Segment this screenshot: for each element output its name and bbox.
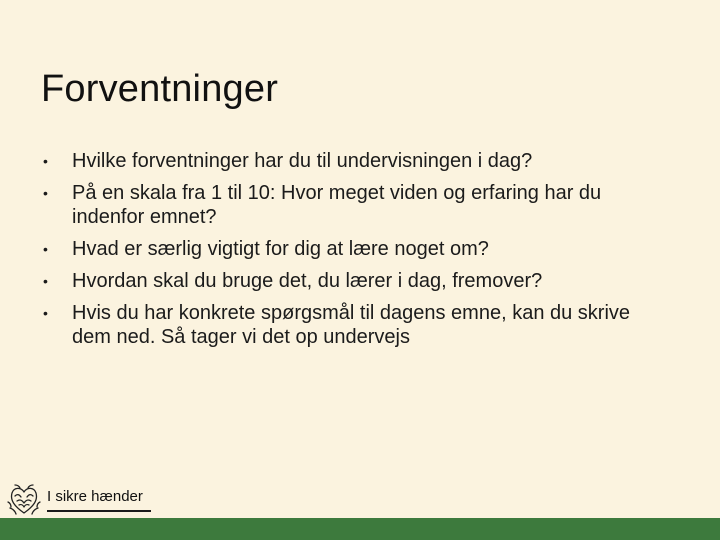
bullet-item (40, 237, 660, 261)
footer-logo (6, 482, 156, 518)
bullet-text: Hvis du har konkrete spørgsmål til dagens emne, kan du skrive dem ned. Så tager vi det op undervejs (72, 302, 631, 348)
heart-hands-icon (6, 482, 42, 518)
bullet-dot: • (43, 241, 48, 257)
bullet-dot: • (43, 153, 48, 169)
bullet-text: Hvordan skal du bruge det, du lærer i dag, fremover? (72, 270, 543, 292)
bullet-item (40, 181, 660, 229)
bullet-text: På en skala fra 1 til 10: Hvor meget viden og erfaring har du indenfor emnet? (72, 182, 602, 228)
logo-text: I sikre hænder (47, 488, 143, 505)
bullet-list (40, 149, 660, 357)
footer-bar (0, 518, 720, 540)
slide-title: Forventninger (41, 68, 279, 110)
bullet-dot: • (43, 185, 48, 201)
bullet-item (40, 301, 660, 349)
bullet-text: Hvilke forventninger har du til undervisningen i dag? (72, 150, 533, 172)
logo-underline (47, 510, 151, 512)
bullet-dot: • (43, 305, 48, 321)
bullet-item (40, 149, 660, 173)
bullet-text: Hvad er særlig vigtigt for dig at lære noget om? (72, 238, 489, 260)
bullet-item (40, 269, 660, 293)
bullet-dot: • (43, 273, 48, 289)
